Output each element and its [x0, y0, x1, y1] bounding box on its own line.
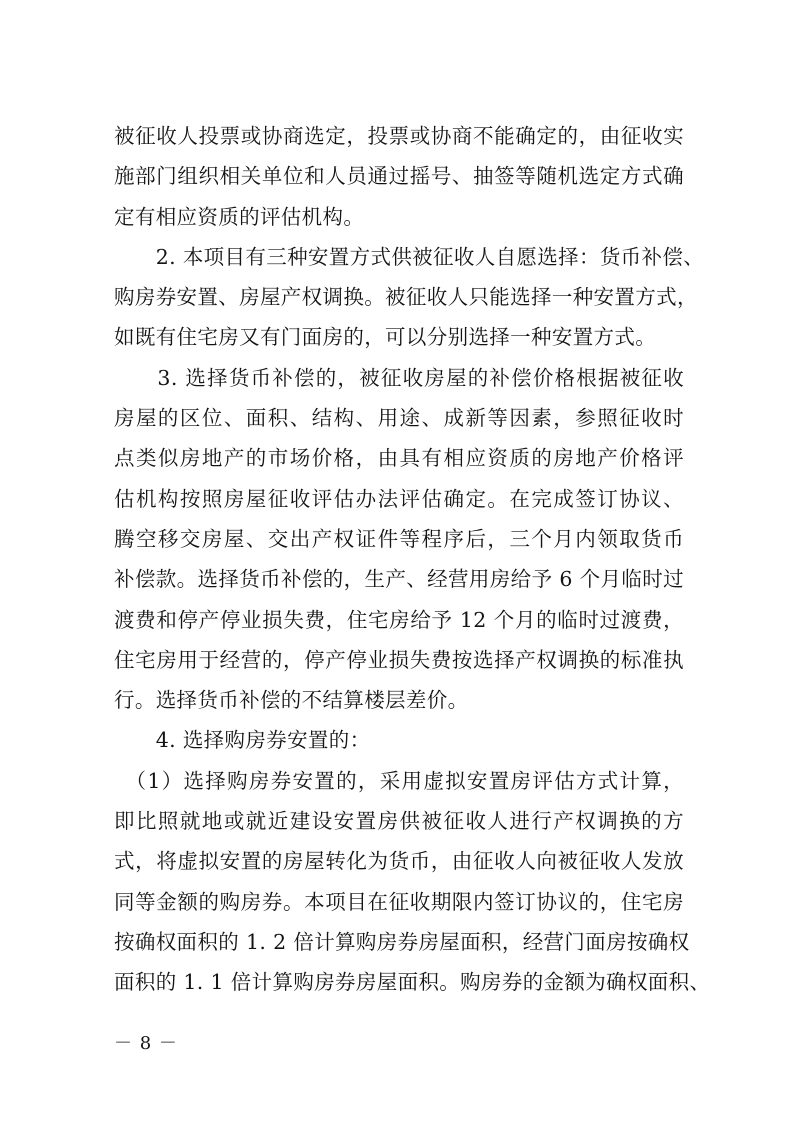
- text-line: 如既有住宅房又有门面房的，可以分别选择一种安置方式。: [114, 325, 657, 350]
- text-line: 按确权面积的 1. 2 倍计算购房券房屋面积，经营门面房按确权: [114, 929, 690, 954]
- text-line: 房屋的区位、面积、结构、用途、成新等因素，参照征收时: [114, 406, 684, 431]
- text-line: 即比照就地或就近建设安置房供被征收人进行产权调换的方: [114, 809, 684, 834]
- text-line: 定有相应资质的评估机构。: [114, 204, 365, 229]
- text-line: 4. 选择购房券安置的：: [114, 728, 371, 753]
- text-line: 估机构按照房屋征收评估办法评估确定。在完成签订协议、: [114, 486, 684, 511]
- text-line: 住宅房用于经营的，停产停业损失费按选择产权调换的标准执: [114, 647, 684, 672]
- document-body: [114, 116, 711, 1003]
- text-line: 3. 选择货币补偿的，被征收房屋的补偿价格根据被征收: [114, 365, 684, 390]
- text-line: 购房券安置、房屋产权调换。被征收人只能选择一种安置方式，: [114, 285, 698, 310]
- text-line: 点类似房地产的市场价格，由具有相应资质的房地产价格评: [114, 446, 684, 471]
- text-line: 补偿款。选择货币补偿的，生产、经营用房给予 6 个月临时过: [114, 567, 684, 592]
- text-line: 腾空移交房屋、交出产权证件等程序后，三个月内领取货币: [114, 526, 684, 551]
- text-line: 2. 本项目有三种安置方式供被征收人自愿选择：货币补偿、: [114, 244, 705, 269]
- text-line: 同等金额的购房券。本项目在征收期限内签订协议的，住宅房: [114, 889, 684, 914]
- text-line: 行。选择货币补偿的不结算楼层差价。: [114, 688, 469, 713]
- text-line: 被征收人投票或协商选定，投票或协商不能确定的，由征收实: [114, 124, 684, 148]
- text-line: 式，将虚拟安置的房屋转化为货币，由征收人向被征收人发放: [114, 849, 684, 874]
- text-line: （1）选择购房券安置的，采用虚拟安置房评估方式计算，: [114, 768, 684, 793]
- text-line: 渡费和停产停业损失费，住宅房给予 12 个月的临时过渡费，: [114, 607, 684, 632]
- text-line: 面积的 1. 1 倍计算购房券房屋面积。购房券的金额为确权面积、: [114, 970, 711, 995]
- page-number: － 8 －: [114, 1033, 178, 1054]
- text-line: 施部门组织相关单位和人员通过摇号、抽签等随机选定方式确: [114, 164, 684, 189]
